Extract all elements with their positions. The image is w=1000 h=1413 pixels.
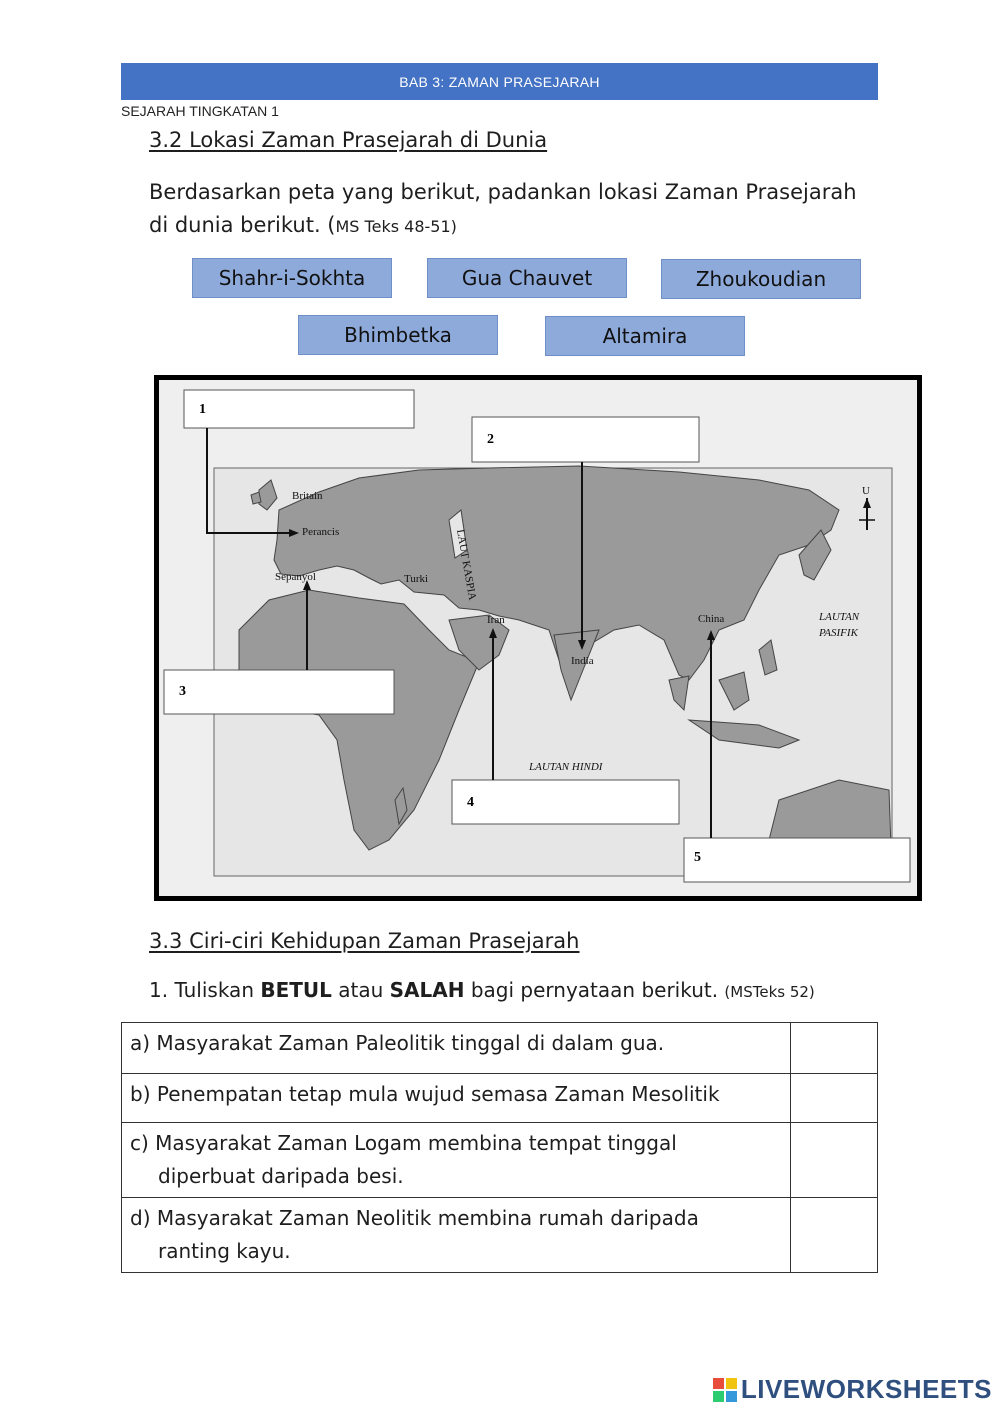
option-chip-zhoukoudian[interactable]: Zhoukoudian bbox=[661, 259, 861, 299]
option-chip-shahr-i-sokhta[interactable]: Shahr-i-Sokhta bbox=[192, 258, 392, 298]
north-label: U bbox=[862, 485, 870, 497]
q1-mid: atau bbox=[331, 978, 390, 1002]
answer-input-c[interactable] bbox=[791, 1129, 877, 1152]
answer-box-3[interactable] bbox=[164, 670, 394, 714]
label-sepanyol: Sepanyol bbox=[275, 571, 316, 583]
answer-input-b[interactable] bbox=[791, 1080, 877, 1103]
answer-box-4[interactable] bbox=[452, 780, 679, 824]
label-lautan-pasifik-1: LAUTAN bbox=[819, 611, 860, 623]
statement-b-line1: b) Penempatan tetap mula wujud semasa Zaman Mesolitik bbox=[130, 1082, 720, 1106]
statement-d-line2: ranting kayu. bbox=[158, 1239, 291, 1263]
answer-input-a[interactable] bbox=[791, 1029, 877, 1052]
label-britain: Britain bbox=[292, 490, 323, 502]
instruction-ref: MS Teks 48-51) bbox=[335, 217, 457, 236]
box-number-5: 5 bbox=[694, 850, 701, 865]
label-laut-kaspia: LAUT KASPIA bbox=[454, 528, 479, 602]
header-bar bbox=[121, 63, 878, 100]
statement-c-line2: diperbuat daripada besi. bbox=[158, 1164, 404, 1188]
statement-a-line1: a) Masyarakat Zaman Paleolitik tinggal di dalam gua. bbox=[130, 1031, 665, 1055]
section-33-heading: 3.3 Ciri-ciri Kehidupan Zaman Prasejarah bbox=[149, 929, 580, 953]
box-number-1: 1 bbox=[199, 402, 206, 417]
q1-suffix: bagi pernyataan berikut. bbox=[464, 978, 725, 1002]
box-number-4: 4 bbox=[467, 795, 474, 810]
q1-salah: SALAH bbox=[389, 978, 465, 1002]
q1-prefix: 1. Tuliskan bbox=[149, 978, 261, 1002]
label-china: China bbox=[698, 613, 725, 625]
option-chip-bhimbetka[interactable]: Bhimbetka bbox=[298, 315, 498, 355]
logo-grid-icon bbox=[713, 1378, 737, 1402]
answer-cell-a[interactable] bbox=[791, 1023, 878, 1074]
section-32-heading: 3.2 Lokasi Zaman Prasejarah di Dunia bbox=[149, 128, 548, 152]
statement-d-line1: d) Masyarakat Zaman Neolitik membina rumah daripada bbox=[130, 1206, 699, 1230]
liveworksheets-logo bbox=[713, 1374, 992, 1405]
instruction-line2: di dunia berikut. ( bbox=[149, 213, 336, 237]
label-lautan-pasifik-2: PASIFIK bbox=[819, 627, 858, 639]
answer-cell-c[interactable] bbox=[791, 1123, 878, 1198]
table-row bbox=[122, 1198, 878, 1273]
statement-b bbox=[122, 1074, 791, 1123]
option-chip-gua-chauvet[interactable]: Gua Chauvet bbox=[427, 258, 627, 298]
subject-label: SEJARAH TINGKATAN 1 bbox=[121, 103, 279, 119]
chapter-title: BAB 3: ZAMAN PRASEJARAH bbox=[399, 73, 600, 90]
answer-box-5[interactable] bbox=[684, 838, 910, 882]
answer-cell-d[interactable] bbox=[791, 1198, 878, 1273]
instruction-text bbox=[149, 176, 909, 243]
map-svg bbox=[159, 380, 917, 896]
box-number-3: 3 bbox=[179, 684, 186, 699]
answer-box-1[interactable] bbox=[184, 390, 414, 428]
option-chip-altamira[interactable]: Altamira bbox=[545, 316, 745, 356]
statement-c bbox=[122, 1123, 791, 1198]
box-number-2: 2 bbox=[487, 432, 494, 447]
label-perancis: Perancis bbox=[302, 526, 340, 538]
label-india: India bbox=[571, 655, 594, 667]
brand-name: LIVEWORKSHEETS bbox=[740, 1374, 992, 1404]
question-1-instruction bbox=[149, 978, 815, 1002]
table-row bbox=[122, 1074, 878, 1123]
statement-a bbox=[122, 1023, 791, 1074]
answer-input-d[interactable] bbox=[791, 1204, 877, 1227]
label-turki: Turki bbox=[404, 573, 429, 585]
instruction-line1: Berdasarkan peta yang berikut, padankan lokasi Zaman Prasejarah bbox=[149, 180, 857, 204]
q1-ref: (MSTeks 52) bbox=[724, 983, 815, 1001]
q1-betul: BETUL bbox=[260, 978, 332, 1002]
statement-c-line1: c) Masyarakat Zaman Logam membina tempat tinggal bbox=[130, 1131, 677, 1155]
statement-d bbox=[122, 1198, 791, 1273]
answer-cell-b[interactable] bbox=[791, 1074, 878, 1123]
answer-box-2[interactable] bbox=[472, 417, 699, 462]
label-iran: Iran bbox=[487, 614, 505, 626]
table-row bbox=[122, 1123, 878, 1198]
world-map bbox=[154, 375, 922, 901]
true-false-table bbox=[121, 1022, 878, 1273]
label-lautan-hindi: LAUTAN HINDI bbox=[529, 761, 603, 773]
table-row bbox=[122, 1023, 878, 1074]
